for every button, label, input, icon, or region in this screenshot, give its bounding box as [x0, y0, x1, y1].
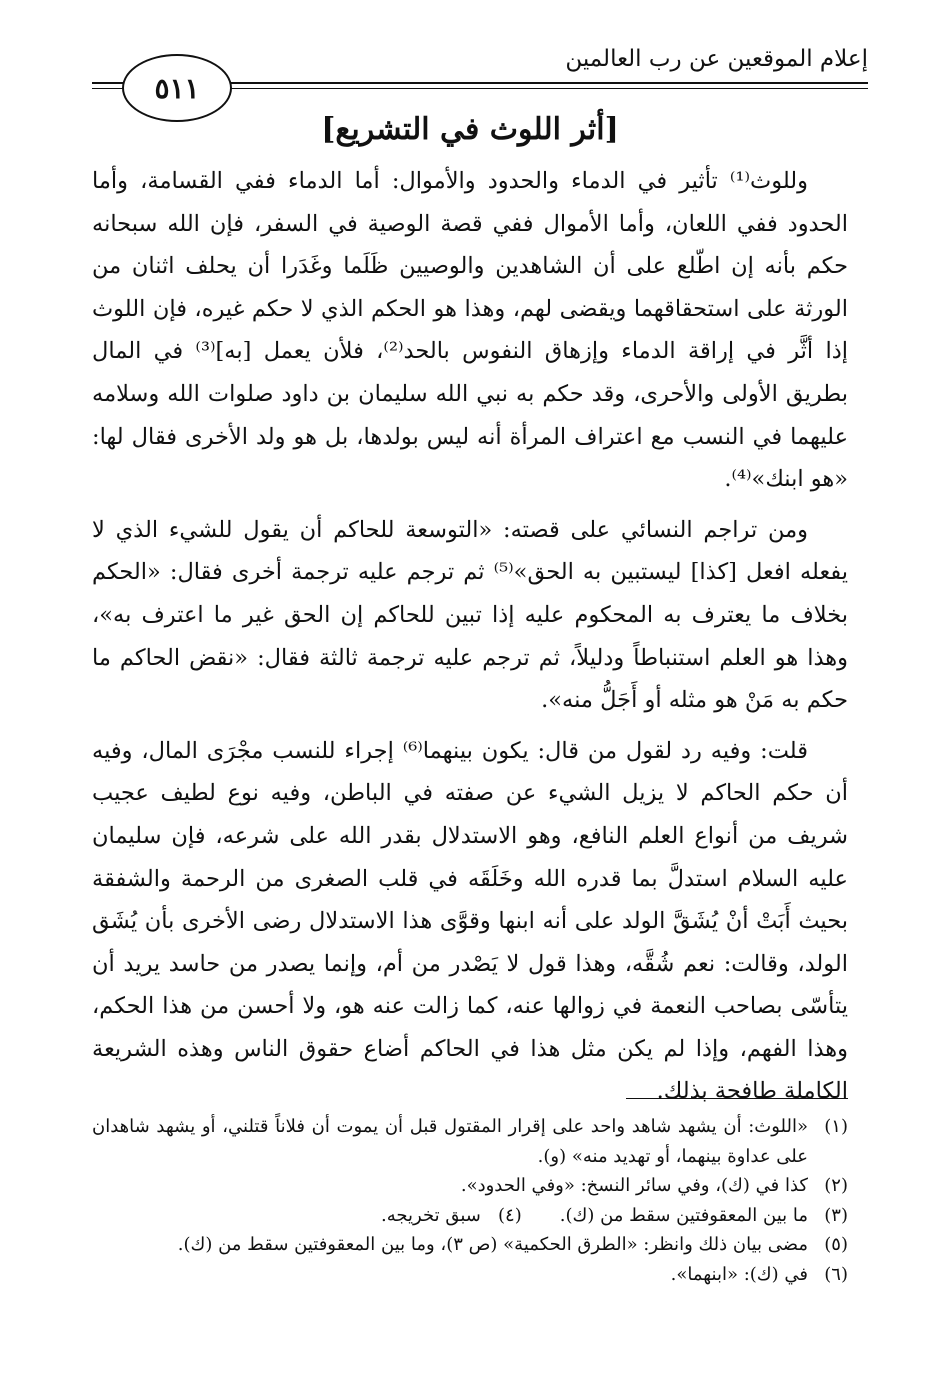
- footnote-number: (٥): [824, 1234, 848, 1255]
- running-header: [92, 40, 868, 105]
- footnote-text: سبق تخريجه.: [381, 1204, 481, 1226]
- footnote-separator: [626, 1098, 848, 1099]
- footnote-number: (٢): [824, 1175, 848, 1196]
- footnotes: [92, 1112, 848, 1289]
- running-title: إعلام الموقعين عن رب العالمين: [565, 46, 868, 72]
- footnote-2: [92, 1171, 848, 1201]
- page-number: ٥١١: [122, 54, 232, 122]
- footnote-number: (٣): [824, 1204, 848, 1226]
- footnote-5: [92, 1230, 848, 1260]
- footnote-text: «اللوث: أن يشهد شاهد واحد على إقرار المقتول قبل أن يموت أن فلاناً قتلني، أو يشهد شاهدان على عداوة بينهما، أو تهديد منه» (و).: [92, 1116, 808, 1167]
- paragraph-2: ومن تراجم النسائي على قصته: «التوسعة للحاكم أن يقول للشيء الذي لا يفعله افعل [كذا] ليستبين به الحق»⁽⁵⁾ ثم ترجم عليه ترجمة أخرى فقال: «الحكم بخلاف ما يعترف به المحكوم عليه إذا تبين للحاكم إن الحق غير ما اعترف به»، وهذا هو العلم استنباطاً ودليلاً، ثم ترجم عليه ترجمة ثالثة فقال: «نقض الحاكم ما حكم به مَنْ هو مثله أو أَجَلُّ منه».: [92, 516, 848, 714]
- footnote-6: [92, 1260, 848, 1290]
- footnote-number: (٦): [824, 1263, 848, 1285]
- footnote-text: في (ك): «ابنهما».: [670, 1263, 808, 1285]
- footnote-text: كذا في (ك)، وفي سائر النسخ: «وفي الحدود».: [460, 1175, 808, 1196]
- section-heading: [أثر اللوث في التشريع]: [321, 112, 619, 147]
- footnote-3: [92, 1201, 848, 1231]
- footnote-text: ما بين المعقوفتين سقط من (ك).: [559, 1204, 808, 1226]
- footnote-1: [92, 1112, 848, 1171]
- footnote-number: (١): [824, 1116, 848, 1137]
- body-text: [92, 160, 848, 1113]
- footnote-number: (٤): [498, 1204, 522, 1226]
- footnote-text-combined: [92, 1201, 808, 1231]
- paragraph-3: قلت: وفيه رد لقول من قال: يكون بينهما⁽⁶⁾ إجراء للنسب مجْرَى المال، وفيه أن حكم الحاكم لا يزيل الشيء عن صفته في الباطن، وفيه نوع لطيف عجيب شريف من أنواع العلم النافع، وهو الاستدلال بقدر الله على شرعه، فإن سليمان عليه السلام استدلَّ بما قدره الله وخَلَقَه في قلب الصغرى من الرحمة والشفقة بحيث أَبَتْ أنْ يُشَقَّ الولد على أنه ابنها وقوَّى هذا الاستدلال رضى الأخرى بأن يُشَق الولد، وقالت: نعم شُقَّه، وهذا قول لا يَصْدر من أم، وإنما يصدر من حاسد يريد أن يتأسّى بصاحب النعمة في زوالها عنه، كما زالت عنه هو، ولا أحسن من هذا الحكم، وهذا الفهم، وإذا لم يكن مثل هذا في الحاكم أضاع حقوق الناس وهذه الشريعة الكاملة طافحة بذلك.: [92, 737, 848, 1105]
- footnote-text: مضى بيان ذلك وانظر: «الطرق الحكمية» (ص ٣)، وما بين المعقوفتين سقط من (ك).: [177, 1234, 808, 1255]
- paragraph-1: وللوث⁽¹⁾ تأثير في الدماء والحدود والأموال: أما الدماء ففي القسامة، وأما الحدود ففي اللعان، وأما الأموال ففي قصة الوصية في السفر، فإن الله سبحانه حكم بأنه إن اطّلع على أن الشاهدين والوصيين ظَلَما وغَدَرا أن يحلف اثنان من الورثة على استحقاقهما ويقضى لهم، وهذا هو الحكم الذي لا حكم غيره، فإن اللوث إذا أثَّر في إراقة الدماء وإزهاق النفوس بالحد⁽²⁾، فلأن يعمل [به]⁽³⁾ في المال بطريق الأولى والأحرى، وقد حكم به نبي الله سليمان بن داود صلوات الله وسلامه عليهما في النسب مع اعتراف المرأة أنه ليس بولدها، بل هو ولد الأخرى فقال لها: «هو ابنك»⁽⁴⁾.: [92, 168, 848, 493]
